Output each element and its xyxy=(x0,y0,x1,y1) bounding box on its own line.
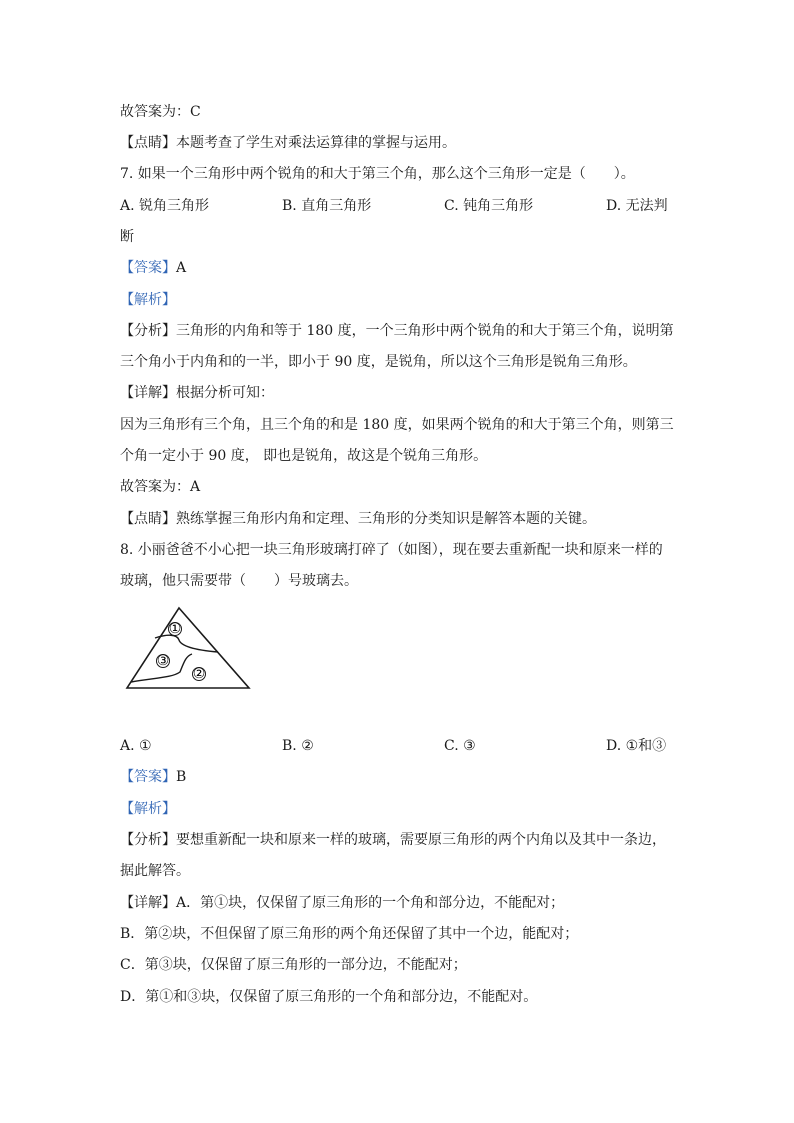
piece-2-label: ② xyxy=(192,666,206,682)
fenxi-tag: 【分析】 xyxy=(120,323,176,339)
q8-detail-line4: D．第①和③块，仅保留了原三角形的一个角和部分边，不能配对。 xyxy=(120,989,538,1005)
q8-detail-line3: C．第③块，仅保留了原三角形的一部分边，不能配对； xyxy=(120,957,467,973)
detail-text: A．第①块，仅保留了原三角形的一个角和部分边，不能配对； xyxy=(176,895,565,911)
q7-fenxi-line2: 三个角小于内角和的一半，即小于 90 度，是锐角，所以这个三角形是锐角三角形。 xyxy=(120,354,637,370)
q7-answer-conclusion: 故答案为：A xyxy=(120,479,201,495)
answer-tag: 【答案】 xyxy=(120,260,176,276)
q7-fenxi-line1 xyxy=(120,321,674,341)
detail-tag: 【详解】 xyxy=(120,385,176,401)
tip-text: 本题考查了学生对乘法运算律的掌握与运用。 xyxy=(176,135,456,151)
fenxi-text: 要想重新配一块和原来一样的玻璃，需要原三角形的两个内角以及其中一条边， xyxy=(176,832,666,848)
q8-answer-line xyxy=(120,767,186,787)
q8-detail-line2: B．第②块，不但保留了原三角形的两个角还保留了其中一个边，能配对； xyxy=(120,926,579,942)
tip-text: 熟练掌握三角形内角和定理、三角形的分类知识是解答本题的关键。 xyxy=(176,511,596,527)
piece-1-label: ① xyxy=(168,621,182,637)
prev-answer-line: 故答案为：C xyxy=(120,104,201,120)
q8-analysis-tag: 【解析】 xyxy=(120,801,176,817)
q7-option-a: A. 锐角三角形 xyxy=(120,198,210,214)
tip-tag: 【点睛】 xyxy=(120,511,176,527)
q7-option-b: B. 直角三角形 xyxy=(282,198,372,214)
q8-detail-line1 xyxy=(120,893,564,913)
q7-option-d: D. 无法判 xyxy=(606,198,668,214)
q8-option-d: D. ①和③ xyxy=(606,738,667,754)
q8-option-a: A. ① xyxy=(120,738,152,754)
piece-3-label: ③ xyxy=(156,653,170,669)
answer-value: A xyxy=(176,260,187,276)
answer-tag: 【答案】 xyxy=(120,769,176,785)
answer-value: B xyxy=(176,769,187,785)
q8-option-c: C. ③ xyxy=(444,738,476,754)
q8-fenxi-line2: 据此解答。 xyxy=(120,863,190,879)
q7-answer-line xyxy=(120,258,186,278)
q8-option-b: B. ② xyxy=(282,738,314,754)
broken-glass-triangle-figure xyxy=(122,604,252,694)
q8-question-line2: 玻璃，他只需要带（ ）号玻璃去。 xyxy=(120,573,358,589)
fenxi-tag: 【分析】 xyxy=(120,832,176,848)
q8-fenxi-line1 xyxy=(120,830,666,850)
q7-detail-line1: 因为三角形有三个角，且三个角的和是 180 度，如果两个锐角的和大于第三个角，则第三 xyxy=(120,417,674,433)
q7-question: 7. 如果一个三角形中两个锐角的和大于第三个角，那么这个三角形一定是（ ）。 xyxy=(120,166,635,182)
q7-detail-line xyxy=(120,383,274,403)
q7-option-wrap: 断 xyxy=(120,229,134,245)
q7-tip-line xyxy=(120,509,596,529)
detail-text: 根据分析可知： xyxy=(176,385,274,401)
q8-question-line1: 8. 小丽爸爸不小心把一块三角形玻璃打碎了（如图），现在要去重新配一块和原来一样的 xyxy=(120,542,663,558)
crack-line-upper xyxy=(155,635,218,652)
fenxi-text: 三角形的内角和等于 180 度，一个三角形中两个锐角的和大于第三个角，说明第 xyxy=(176,323,674,339)
q7-option-c: C. 钝角三角形 xyxy=(444,198,534,214)
triangle-outline xyxy=(127,608,249,688)
q7-analysis-tag: 【解析】 xyxy=(120,292,176,308)
tip-tag: 【点睛】 xyxy=(120,135,176,151)
q7-detail-line2: 个角一定小于 90 度， 即也是锐角，故这是个锐角三角形。 xyxy=(120,448,488,464)
prev-tip-line xyxy=(120,133,456,153)
detail-tag: 【详解】 xyxy=(120,895,176,911)
